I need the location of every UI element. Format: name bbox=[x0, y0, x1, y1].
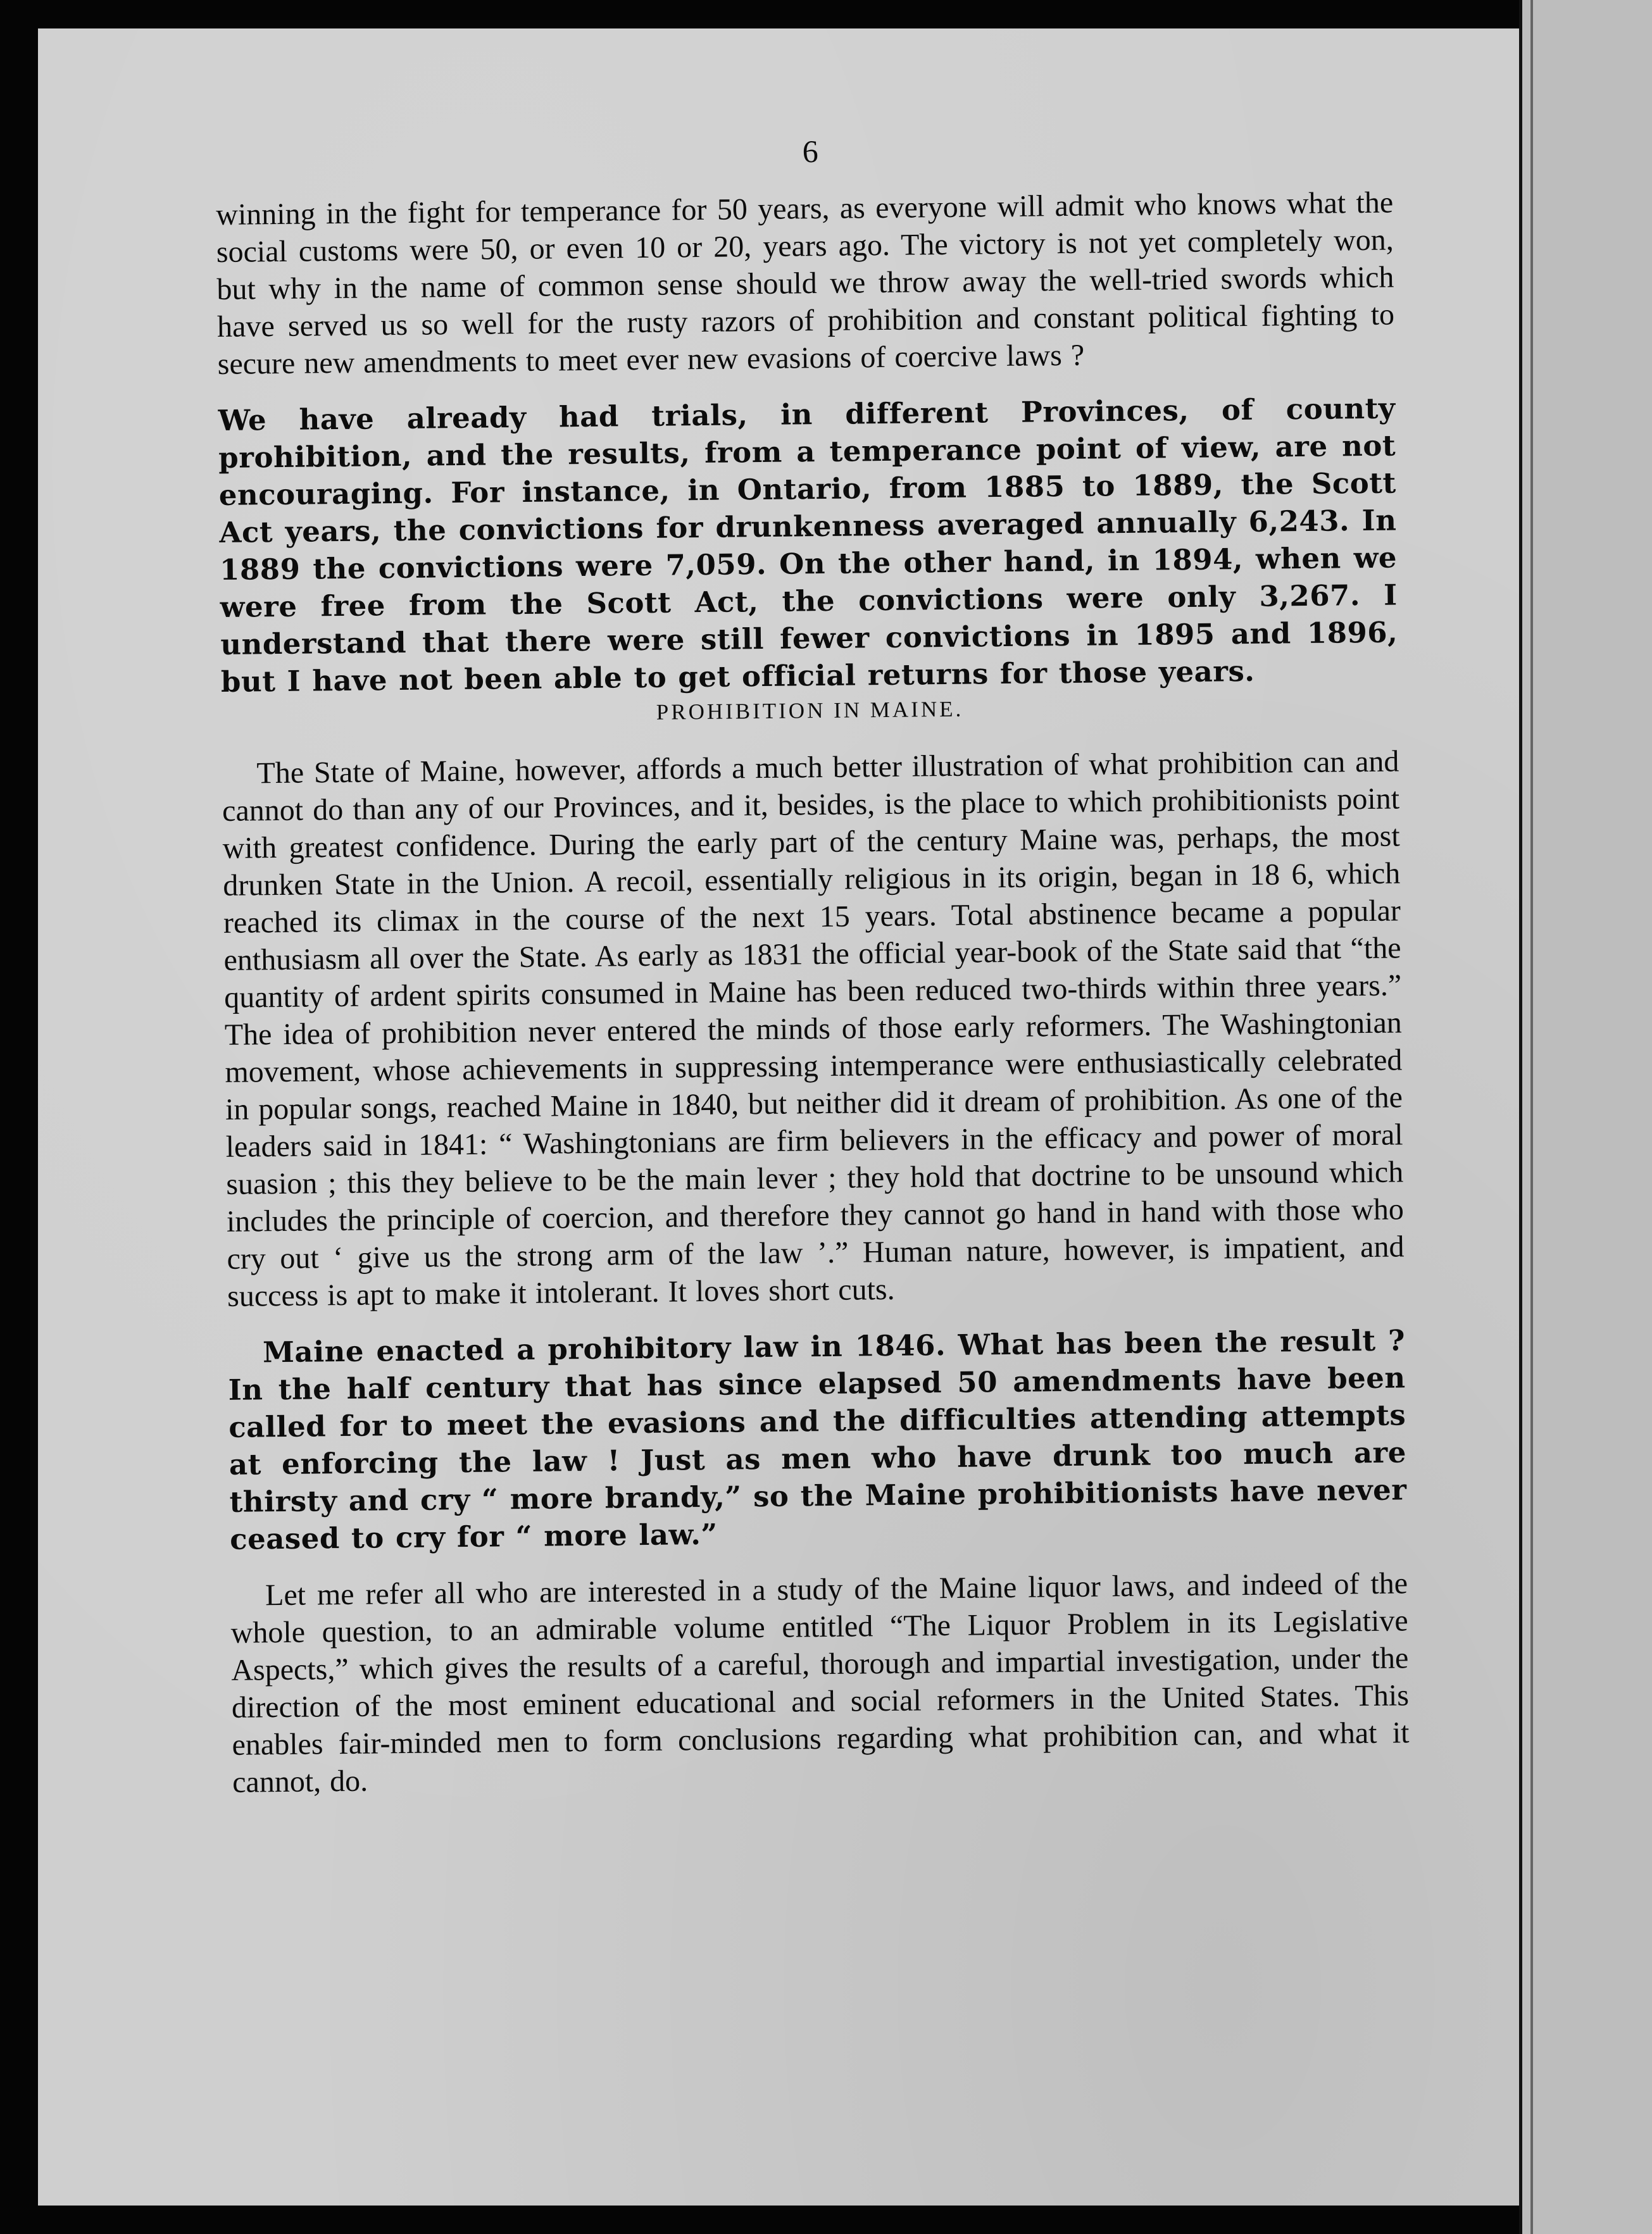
paragraph-temperance-victory: winning in the fight for temperance for 50 years, as everyone will admit who knows what the social customs were 50, or even 10 or 20, years ago. The victory is not yet completely won, but why in the name of common sense should we throw away the well-tried swords which have served us so well for the rusty razors of prohibition and constant political fighting to secure new amendments to meet ever new evasions of coercive laws ? bbox=[215, 185, 1395, 381]
paragraph-state-of-maine: The State of Maine, however, affords a much better illustration of what prohibition can and cannot do than any of our Provinces, and it, besides, is the place to which prohibitionists point with greatest confidence. During the early part of the century Maine was, perhaps, the most drunken State in the Union. A recoil, essentially religious in its origin, began in 18 6, which reached its climax in the course of the next 15 years. Total abstinence became a popular enthusiasm all over the State. As early as 1831 the official year-book of the State said that “the quantity of ardent spirits consumed in Maine has been reduced two-thirds within three years.” The idea of prohibition never entered the minds of those early reformers. The Washingtonian movement, whose achievements in suppressing intemperance were enthusiastically celebrated in popular songs, reached Maine in 1840, but neither did it dream of prohibition. As one of the leaders said in 1841: “ Washingtonians are firm believers in the efficacy and power of moral suasion ; this they believe to be the main lever ; they hold that doctrine to be unsound which includes the principle of coercion, and therefore they cannot go hand in hand with those who cry out ‘ give us the strong arm of the law ’.” Human nature, however, is impatient, and success is apt to make it intolerant. It loves short cuts. bbox=[222, 744, 1405, 1313]
page-edge-shadow bbox=[1530, 0, 1533, 2234]
paragraph-county-prohibition: We have already had trials, in different Provinces, of county prohibition, and the results, from a temperance point of view, are not encouraging. For instance, in Ontario, from 1885 to 1889, the Scott Act years, the convictions for drunkenness averaged annually 6,243. In 1889 the convictions were 7,059. On the other hand, in 1894, when we were free from the Scott Act, the convictions were only 3,267. I understand that there were still fewer convictions in 1895 and 1896, but I have not been able to get official returns for those years. bbox=[218, 391, 1398, 699]
page-number: 6 bbox=[802, 134, 819, 170]
adjacent-page-edge bbox=[1519, 0, 1652, 2234]
page-text-body bbox=[215, 127, 1410, 1801]
section-heading: PROHIBITION IN MAINE. bbox=[656, 696, 964, 725]
paragraph-maine-prohibitory-law: Maine enacted a prohibitory law in 1846. What has been the result ? In the half century that has since elapsed 50 amendments have been called for to meet the evasions and the difficulties attending attempts at enforcing the law ! Just as men who have drunk too much are thirsty and cry “ more brandy,” so the Maine prohibitionists have never ceased to cry for “ more law.” bbox=[228, 1323, 1407, 1556]
paragraph-liquor-problem-reference: Let me refer all who are interested in a study of the Maine liquor laws, and indeed of the whole question, to an admirable volume entitled “The Liquor Problem in its Legislative Aspects,” which gives the results of a careful, thorough and impartial investigation, under the direction of the most eminent educational and social reformers in the United States. This enables fair-minded men to form conclusions regarding what prohibition can, and what it cannot, do. bbox=[230, 1566, 1410, 1799]
